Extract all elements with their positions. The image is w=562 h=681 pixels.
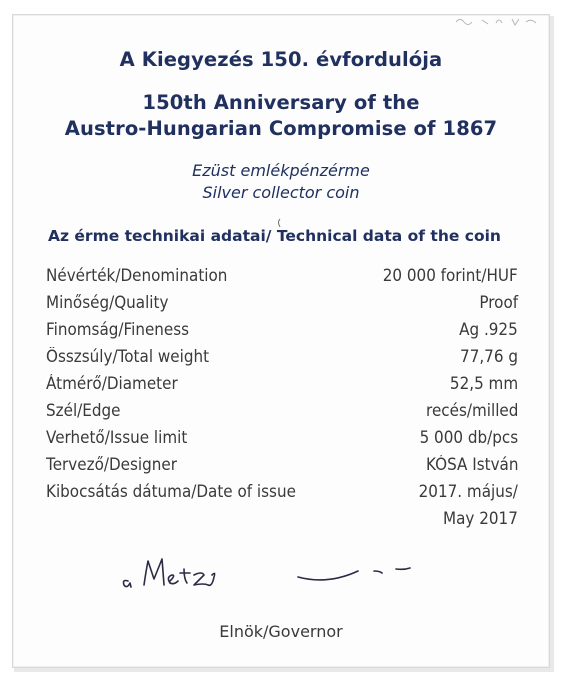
spec-row-denomination	[46, 262, 518, 289]
subtitle-english: Silver collector coin	[202, 183, 360, 202]
technical-data-table	[46, 262, 518, 532]
spec-value	[419, 478, 518, 532]
spec-value: Ag .925	[459, 320, 518, 339]
handwritten-signature-icon	[118, 555, 418, 595]
spec-value-line-1: 2017. május/	[418, 482, 518, 501]
title-english	[0, 90, 562, 142]
title-hungarian: A Kiegyezés 150. évfordulója	[119, 48, 443, 71]
subtitle-hungarian: Ezüst emlékpénzérme	[192, 161, 370, 180]
spec-label: Verhető/Issue limit	[46, 428, 188, 447]
spec-value: recés/milled	[425, 401, 518, 420]
governor-title: Elnök/Governor	[219, 622, 343, 641]
spec-value: 77,76 g	[460, 347, 518, 366]
spec-label: Finomság/Fineness	[46, 320, 190, 339]
spec-label: Tervező/Designer	[46, 455, 177, 474]
technical-data-heading: Az érme technikai adatai/ Technical data of the coin	[48, 227, 501, 245]
spec-label: Minőség/Quality	[46, 293, 169, 312]
spec-label: Névérték/Denomination	[46, 266, 228, 285]
spec-value: 20 000 forint/HUF	[383, 266, 518, 285]
spec-label: Szél/Edge	[46, 401, 121, 420]
spec-value: 5 000 db/pcs	[419, 428, 518, 447]
spec-value-line-2: May 2017	[443, 509, 518, 528]
spec-row-quality	[46, 289, 518, 316]
spec-row-date-of-issue	[46, 478, 518, 532]
spec-label: Átmérő/Diameter	[46, 374, 178, 393]
spec-row-issue-limit	[46, 424, 518, 451]
spec-label: Összsúly/Total weight	[46, 347, 210, 366]
spec-value: KÓSA István	[425, 455, 518, 474]
spec-value: Proof	[479, 293, 518, 312]
spec-value: 52,5 mm	[449, 374, 518, 393]
spec-row-total-weight	[46, 343, 518, 370]
title-english-line-1: 150th Anniversary of the	[142, 91, 420, 114]
spec-row-edge	[46, 397, 518, 424]
spec-row-designer	[46, 451, 518, 478]
pencil-scribble-icon	[452, 14, 542, 28]
subtitle	[0, 160, 562, 204]
spec-label: Kibocsátás dátuma/Date of issue	[46, 482, 296, 501]
title-english-line-2: Austro-Hungarian Compromise of 1867	[64, 117, 498, 140]
spec-row-diameter	[46, 370, 518, 397]
spec-row-fineness	[46, 316, 518, 343]
